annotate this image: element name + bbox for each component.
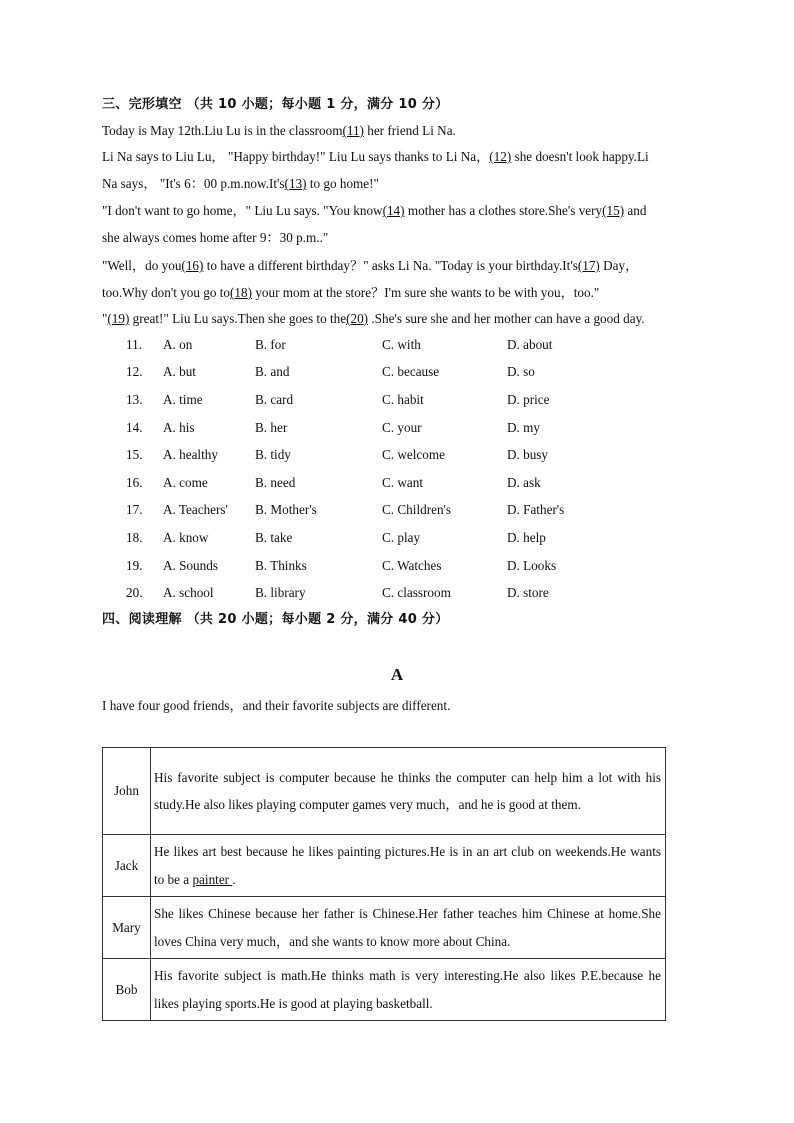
question-number: 16. — [126, 475, 143, 490]
text-segment: to have a different birthday？" asks Li Na. "Today is your birthday.It's — [203, 258, 578, 273]
option-d: D. about — [507, 337, 553, 352]
question-options-11 — [102, 336, 702, 354]
passage-line-8 — [102, 310, 645, 328]
option-c: C. habit — [382, 392, 424, 407]
question-number: 20. — [126, 585, 143, 600]
underlined-word: painter — [192, 871, 233, 887]
friend-description: His favorite subject is math.He thinks math is very interesting.He also likes P.E.because he likes playing sports.He is good at playing basketball. — [151, 959, 666, 1021]
blank-19: (19) — [107, 311, 130, 326]
friend-description — [151, 835, 666, 897]
text-segment: she doesn't look happy.Li — [511, 149, 649, 164]
friend-name: Mary — [103, 897, 151, 959]
option-c: C. because — [382, 364, 440, 379]
text-segment: He likes art best because he likes painting pictures.He is in an art club on weekends.He wants to be a — [154, 844, 661, 887]
option-c: C. classroom — [382, 585, 451, 600]
option-a: A. on — [163, 337, 193, 352]
blank-14: (14) — [382, 203, 405, 218]
text-segment: "Well，do you — [102, 258, 182, 273]
option-c: C. want — [382, 475, 424, 490]
text-segment: . — [232, 871, 236, 887]
option-d: D. my — [507, 420, 540, 435]
question-options-16 — [102, 474, 702, 492]
question-options-12 — [102, 363, 702, 381]
option-c: C. Children's — [382, 502, 452, 517]
option-b: B. her — [255, 420, 288, 435]
passage-line-6 — [102, 257, 638, 275]
question-number: 12. — [126, 364, 143, 379]
blank-11: (11) — [342, 123, 364, 138]
option-c: C. your — [382, 420, 422, 435]
option-a: A. Sounds — [163, 558, 218, 573]
option-b: B. and — [255, 364, 290, 379]
question-number: 19. — [126, 558, 143, 573]
question-number: 17. — [126, 502, 143, 517]
question-number: 18. — [126, 530, 143, 545]
friend-name: John — [103, 748, 151, 835]
text-segment: .She's sure she and her mother can have a good day. — [368, 311, 645, 326]
blank-13: (13) — [284, 176, 307, 191]
question-number: 11. — [126, 337, 142, 352]
option-c: C. welcome — [382, 447, 445, 462]
text-segment: great!" Liu Lu says.Then she goes to the — [129, 311, 347, 326]
text-segment: Na says， "It's 6：00 p.m.now.It's — [102, 176, 285, 191]
question-options-19 — [102, 557, 702, 575]
text-segment: Today is May 12th.Liu Lu is in the classroom — [102, 123, 343, 138]
option-b: B. Mother's — [255, 502, 317, 517]
passage-line-7 — [102, 284, 599, 302]
passage-line-4 — [102, 202, 646, 220]
passage-line-5: she always comes home after 9：30 p.m.." — [102, 230, 329, 245]
option-d: D. store — [507, 585, 549, 600]
table-row — [103, 897, 666, 959]
option-d: D. ask — [507, 475, 541, 490]
question-number: 13. — [126, 392, 143, 407]
option-b: B. library — [255, 585, 306, 600]
option-a: A. time — [163, 392, 203, 407]
question-options-15 — [102, 446, 702, 464]
text-segment: Day， — [599, 258, 639, 273]
question-options-18 — [102, 529, 702, 547]
option-b: B. card — [255, 392, 294, 407]
friend-description: His favorite subject is computer because he thinks the computer can help him a lot with his study.He also likes playing computer games very much，and he is good at them. — [151, 748, 666, 835]
question-number: 14. — [126, 420, 143, 435]
option-d: D. Looks — [507, 558, 557, 573]
blank-20: (20) — [346, 311, 369, 326]
option-b: B. need — [255, 475, 296, 490]
table-row — [103, 835, 666, 897]
friend-description: She likes Chinese because her father is Chinese.Her father teaches him Chinese at home.She loves China very much，and she wants to know more about China. — [151, 897, 666, 959]
blank-16: (16) — [181, 258, 204, 273]
friends-table — [102, 747, 666, 1021]
text-segment: mother has a clothes store.She's very — [404, 203, 603, 218]
option-d: D. help — [507, 530, 546, 545]
option-a: A. but — [163, 364, 196, 379]
passage-line-1 — [102, 122, 456, 140]
question-options-13 — [102, 391, 702, 409]
text-segment: your mom at the store？I'm sure she wants to be with you，too." — [252, 285, 600, 300]
text-segment: "I don't want to go home，" Liu Lu says. "You know — [102, 203, 383, 218]
passage-intro: I have four good friends，and their favorite subjects are different. — [102, 698, 451, 713]
blank-18: (18) — [230, 285, 253, 300]
section4-heading: 四、阅读理解 （共 20 小题；每小题 2 分，满分 40 分） — [102, 612, 449, 627]
option-c: C. with — [382, 337, 421, 352]
option-c: C. play — [382, 530, 421, 545]
friend-name: Jack — [103, 835, 151, 897]
option-d: D. price — [507, 392, 550, 407]
question-number: 15. — [126, 447, 143, 462]
option-b: B. tidy — [255, 447, 291, 462]
text-segment: Li Na says to Liu Lu， "Happy birthday!" Liu Lu says thanks to Li Na， — [102, 149, 490, 164]
option-a: A. come — [163, 475, 208, 490]
option-a: A. know — [163, 530, 209, 545]
option-d: D. Father's — [507, 502, 565, 517]
table-row — [103, 959, 666, 1021]
option-d: D. so — [507, 364, 535, 379]
friend-name: Bob — [103, 959, 151, 1021]
option-a: A. his — [163, 420, 195, 435]
option-b: B. Thinks — [255, 558, 307, 573]
passage-line-3 — [102, 175, 379, 193]
option-b: B. for — [255, 337, 286, 352]
option-b: B. take — [255, 530, 293, 545]
blank-15: (15) — [602, 203, 625, 218]
option-c: C. Watches — [382, 558, 442, 573]
text-segment: too.Why don't you go to — [102, 285, 231, 300]
option-d: D. busy — [507, 447, 549, 462]
blank-12: (12) — [489, 149, 512, 164]
blank-17: (17) — [577, 258, 600, 273]
text-segment: to go home!" — [306, 176, 379, 191]
question-options-17 — [102, 501, 702, 519]
option-a: A. Teachers' — [163, 502, 228, 517]
question-options-14 — [102, 419, 702, 437]
section3-heading: 三、完形填空 （共 10 小题；每小题 1 分，满分 10 分） — [102, 97, 449, 112]
text-segment: " — [102, 311, 108, 326]
passage-line-2 — [102, 148, 649, 166]
text-segment: and — [624, 203, 647, 218]
option-a: A. school — [163, 585, 214, 600]
table-row — [103, 748, 666, 835]
option-a: A. healthy — [163, 447, 218, 462]
text-segment: her friend Li Na. — [363, 123, 456, 138]
question-options-20 — [102, 584, 702, 602]
passage-label: A — [390, 665, 404, 684]
